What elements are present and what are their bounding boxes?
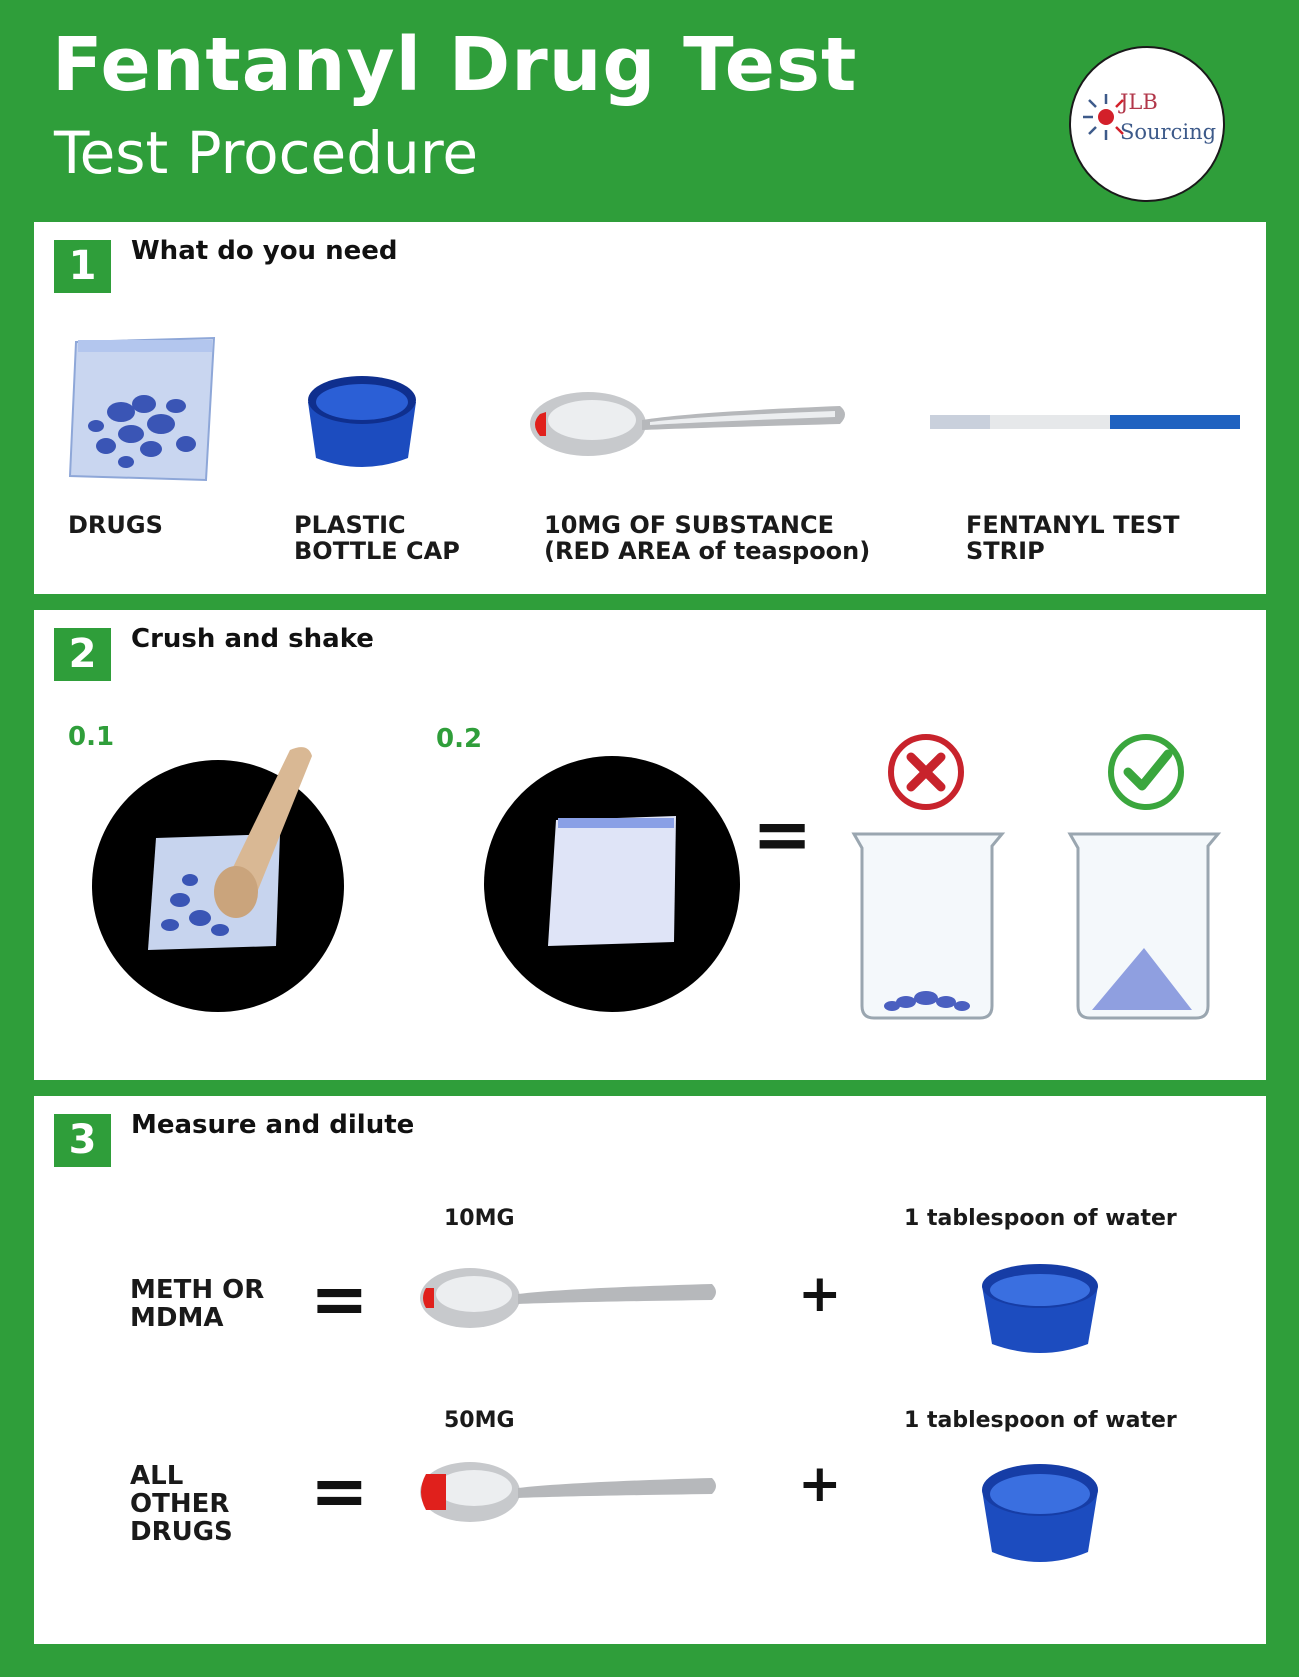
beaker-powder-icon [1062, 830, 1222, 1020]
step2-panel [34, 610, 1266, 1080]
right-mark-icon [1106, 732, 1186, 812]
row1-plus: + [798, 1264, 842, 1324]
teaspoon-icon [530, 384, 850, 464]
teaspoon-icon [420, 1264, 720, 1334]
need-label-drugs: DRUGS [68, 511, 163, 539]
step3-number: 3 [54, 1114, 111, 1167]
step3-panel [34, 1096, 1266, 1644]
page-title: Fentanyl Drug Test [52, 22, 858, 108]
need-label-test-strip: FENTANYL TEST STRIP [966, 511, 1180, 565]
brand-logo [1069, 46, 1225, 202]
powder-bag-icon [484, 756, 740, 1012]
logo-text-sourcing: Sourcing [1120, 120, 1217, 144]
bottle-cap-icon [978, 1262, 1102, 1360]
row1-equals: = [310, 1258, 369, 1340]
test-strip-icon [930, 412, 1240, 432]
row2-drug-label: ALL OTHER DRUGS [130, 1461, 233, 1547]
row2-equals: = [310, 1450, 369, 1532]
wrong-mark-icon [886, 732, 966, 812]
row1-drug-label: METH OR MDMA [130, 1275, 265, 1333]
step1-panel [34, 222, 1266, 594]
step3-title: Measure and dilute [131, 1110, 415, 1140]
equals-sign: = [752, 792, 813, 876]
row2-amount: 50MG [444, 1408, 515, 1433]
drug-bag-icon [66, 334, 216, 484]
bottle-cap-icon [978, 1460, 1102, 1570]
step1-number: 1 [54, 240, 111, 293]
substep-label-2: 0.2 [436, 724, 483, 754]
step1-title: What do you need [131, 236, 398, 266]
row1-amount: 10MG [444, 1206, 515, 1231]
beaker-crystals-icon [846, 830, 1006, 1020]
need-label-teaspoon: 10MG OF SUBSTANCE (RED AREA of teaspoon) [544, 511, 871, 565]
row1-water: 1 tablespoon of water [904, 1206, 1177, 1231]
teaspoon-icon [420, 1458, 720, 1528]
step2-number: 2 [54, 628, 111, 681]
crush-bag-icon [90, 740, 346, 1016]
substep-label-1: 0.1 [68, 722, 115, 752]
page-subtitle: Test Procedure [54, 119, 479, 187]
row2-water: 1 tablespoon of water [904, 1408, 1177, 1433]
row2-plus: + [798, 1454, 842, 1514]
logo-text-jlb: JLB [1120, 90, 1158, 114]
need-label-bottle-cap: PLASTIC BOTTLE CAP [294, 511, 460, 565]
bottle-cap-icon [304, 372, 420, 472]
step2-title: Crush and shake [131, 624, 374, 654]
